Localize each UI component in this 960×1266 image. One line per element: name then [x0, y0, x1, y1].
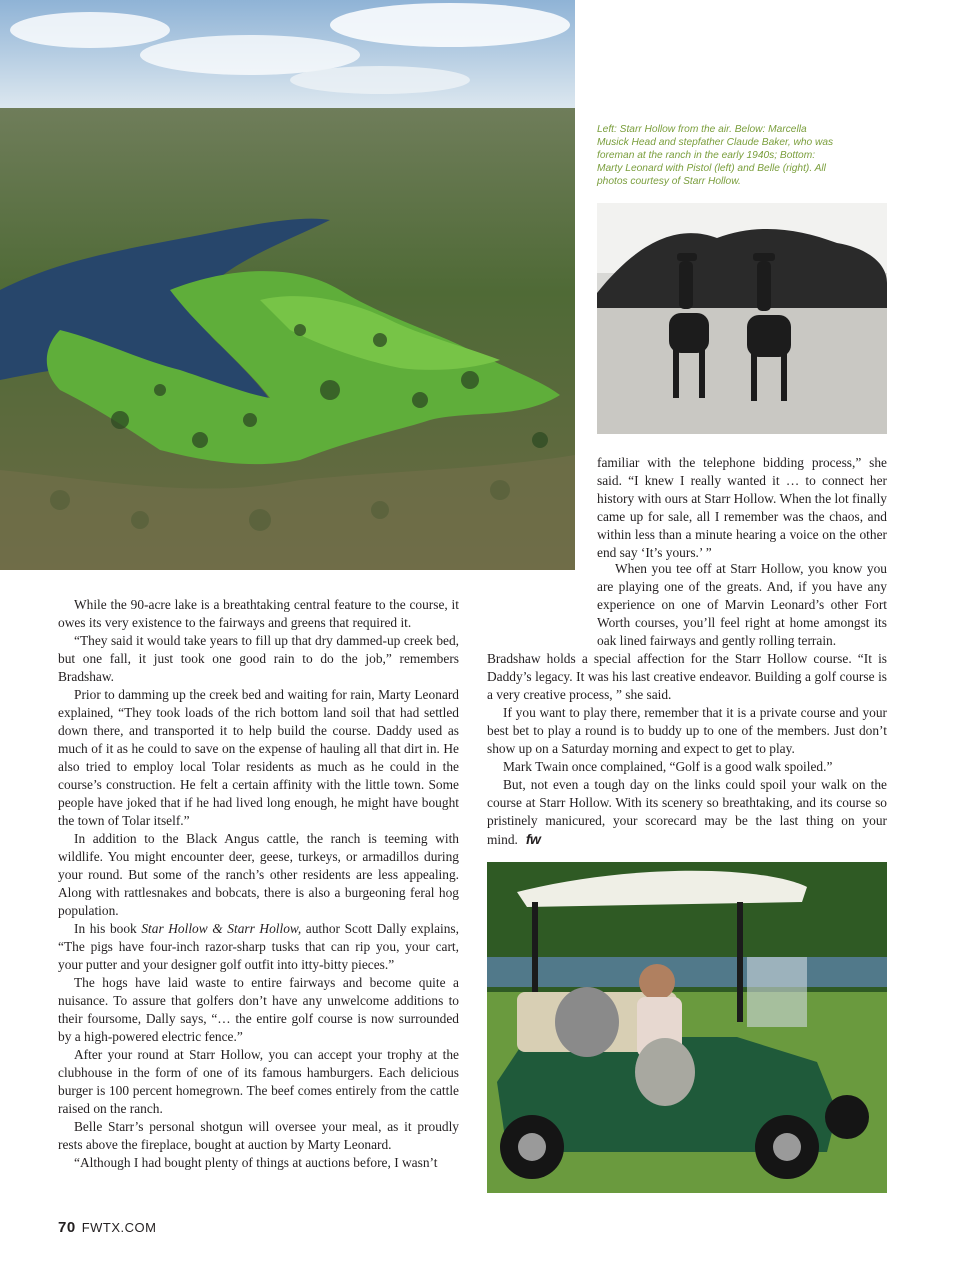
photo-caption: Left: Starr Hollow from the air. Below: Marcella Musick Head and stepfather Claude Baker, who was foreman at the ranch in the early 1940s; Bottom: Marty Leonard with Pistol (left) and Belle (right). All photos courtesy of Starr Hollow.: [597, 124, 834, 187]
paragraph: The hogs have laid waste to entire fairways and become quite a nuisance. To assure that golfers don’t have any unwelcome additions to their foursome, Dally says, “… the entire golf course is now surrounded by a high-powered electric fence.”: [58, 975, 459, 1044]
article-column-right-bottom: [487, 560, 887, 849]
aerial-photo: [0, 0, 575, 570]
fw-signoff: fw: [525, 831, 541, 847]
paragraph: While the 90-acre lake is a breathtaking central feature to the course, it owes its very existence to the fairways and greens that required it.: [58, 597, 459, 630]
article-column-left: [58, 596, 459, 1172]
paragraph: Belle Starr’s personal shotgun will oversee your meal, as it proudly rests above the fireplace, bought at auction by Marty Leonard.: [58, 1119, 459, 1152]
paragraph: familiar with the telephone bidding process,” she said. “I knew I really wanted it … to connect her history with ours at Starr Hollow. When the lot finally came up for sale, all I remember was the chaos, and within less than a minute hearing a voice on the other end say ‘It’s yours.’ ”: [597, 455, 887, 560]
paragraph-final: [487, 776, 887, 849]
horseback-photo: [597, 203, 887, 434]
paragraph: Prior to damming up the creek bed and waiting for rain, Marty Leonard explained, “They took loads of the rich bottom land soil that had settled down there, and transported it to help build the course. Daddy used as much of it as he could to save on the expense of hauling all that dirt in. He also tried to employ local Tolar residents as much as he could in the course’s construction. He felt a certain affinity with the little town. Some people have joked that if he had lived long enough, he might have bought the town of Tolar itself.”: [58, 687, 459, 828]
paragraph: Mark Twain once complained, “Golf is a good walk spoiled.”: [503, 759, 833, 774]
golf-cart-photo: [487, 862, 887, 1193]
article-column-right-top: [597, 454, 887, 562]
paragraph: After your round at Starr Hollow, you can accept your trophy at the clubhouse in the form of one of its famous hamburgers. Each delicious burger is 100 percent homegrown. The beef comes entirely from the cattle raised on the ranch.: [58, 1047, 459, 1116]
final-text: But, not even a tough day on the links could spoil your walk on the course at Starr Hollow. With its scenery so breathtaking, and its course so pristinely manicured, your scorecard may be the last thing on your mind.: [487, 777, 887, 847]
page-folio: [58, 1219, 156, 1236]
paragraph: “Although I had bought plenty of things at auctions before, I wasn’t: [74, 1155, 438, 1170]
book-title: Star Hollow & Starr Hollow,: [141, 921, 302, 936]
book-rest: author Scott Dally explains, “The pigs have four-inch razor-sharp tusks that can rip you, your cart, your putter and your designer golf outfit into itty-bitty pieces.”: [58, 921, 459, 972]
book-intro: In his book: [74, 921, 137, 936]
paragraph: Bradshaw holds a special affection for the Starr Hollow course. “It is Daddy’s legacy. It was his last creative endeavor. Building a golf course is a very creative process, ” she said.: [487, 651, 887, 702]
paragraph-book: [58, 920, 459, 974]
website: FWTX.COM: [81, 1220, 157, 1235]
paragraph: “They said it would take years to fill up that dry dammed-up creek bed, but one fall, it just took one good rain to do the job,” remembers Bradshaw.: [58, 633, 459, 684]
paragraph: If you want to play there, remember that it is a private course and your best bet to play a round is to buddy up to one of the members. Just don’t show up on a Saturday morning and expect to get to play.: [487, 705, 887, 756]
paragraph: In addition to the Black Angus cattle, the ranch is teeming with wildlife. You might encounter deer, geese, turkeys, or armadillos during your round. But some of the ranch’s other residents are less appealing. Along with rattlesnakes and bobcats, there is also a burgeoning feral hog population.: [58, 831, 459, 918]
paragraph: When you tee off at Starr Hollow, you know you are playing one of the greats. And, if you have any experience on one of Marvin Leonard’s other Fort Worth courses, you’ll feel right at home amongst its oak lined fairways and gently rolling terrain.: [597, 561, 887, 648]
page-number: 70: [58, 1219, 76, 1236]
